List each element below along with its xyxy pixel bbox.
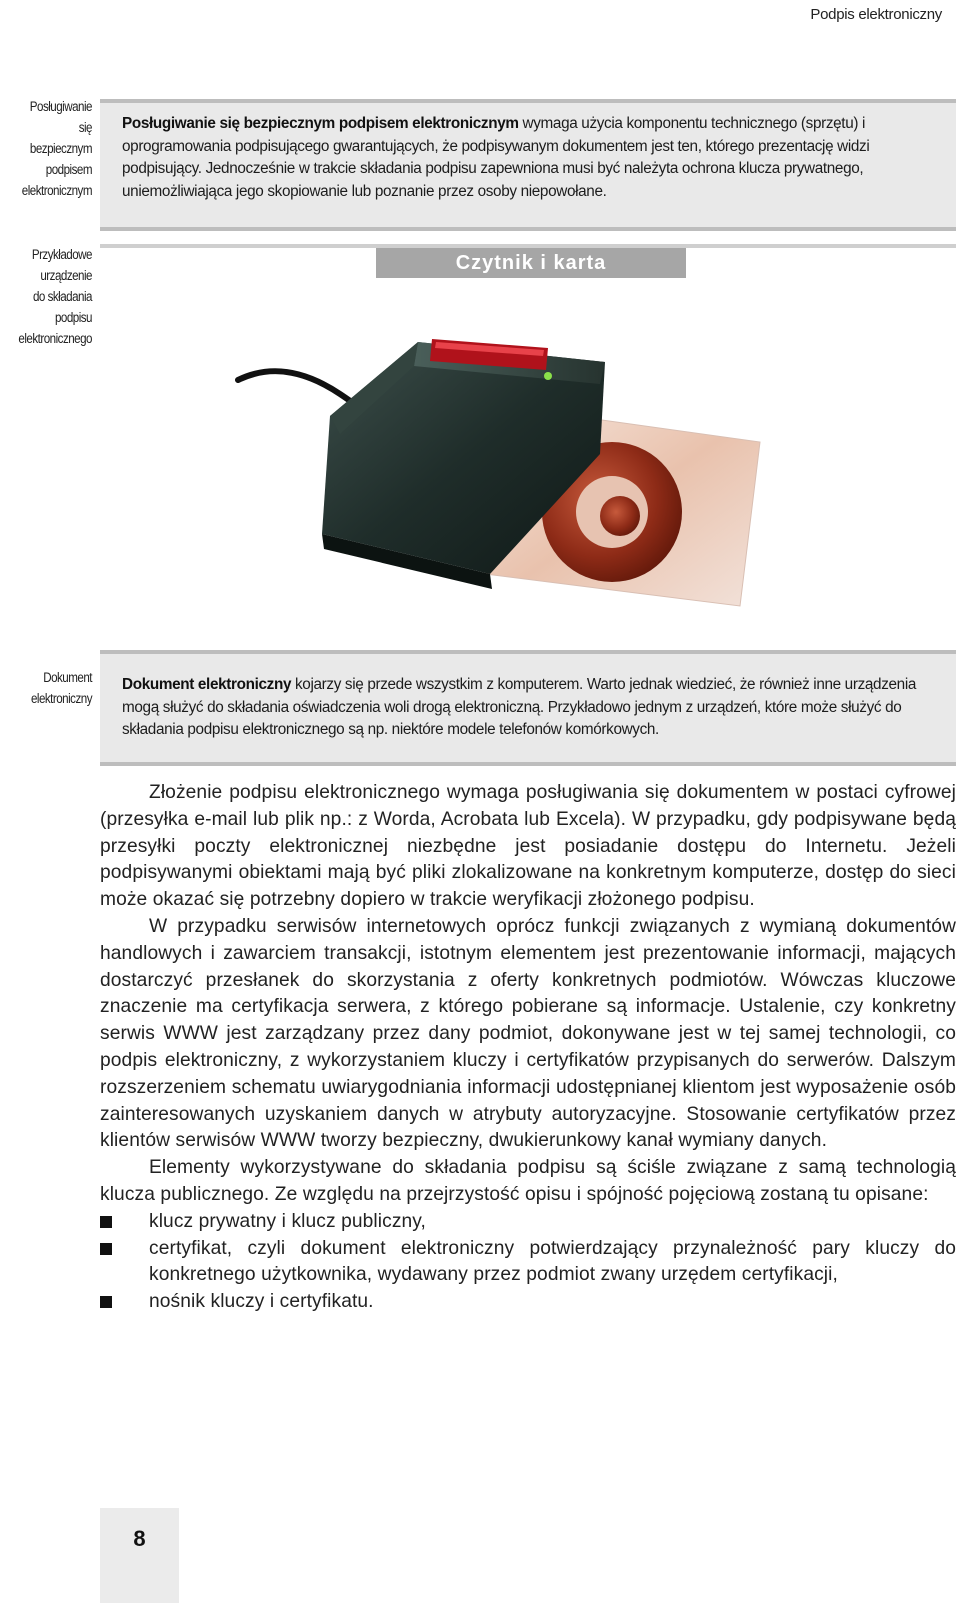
list-item-text: nośnik kluczy i certyfikatu.: [149, 1291, 374, 1313]
margin-note-line: do składania: [32, 289, 92, 304]
margin-note-line: podpisu: [54, 310, 92, 325]
square-bullet-icon: [100, 1216, 112, 1228]
list-item: [100, 1209, 956, 1236]
page-number-box: [100, 1508, 179, 1603]
info-box-dokument-elektroniczny: [100, 650, 956, 762]
margin-note-dokument: [15, 667, 92, 709]
running-header: Podpis elektroniczny: [810, 6, 942, 23]
margin-note-line: Dokument: [43, 670, 92, 685]
margin-note-line: urządzenie: [40, 268, 92, 283]
margin-note-bezpieczny-podpis: [15, 96, 92, 201]
info-box-text: [100, 103, 956, 215]
card-reader-image: [100, 244, 956, 644]
bullet-list: [100, 1209, 956, 1316]
info-box-text: [100, 654, 956, 754]
margin-note-line: podpisem: [45, 162, 92, 177]
margin-note-urzadzenie: [15, 244, 92, 349]
info-box-lead: Posługiwanie się bezpiecznym podpisem elektronicznym: [122, 115, 519, 132]
figure-card-reader: [100, 244, 956, 644]
margin-note-line: bezpiecznym: [29, 141, 93, 156]
list-item: [100, 1289, 956, 1316]
info-box-bezpieczny-podpis: [100, 99, 956, 227]
main-body-text: [100, 780, 956, 1316]
margin-note-line: Przykładowe: [31, 247, 92, 262]
info-box-lead: Dokument elektroniczny: [122, 676, 292, 693]
paragraph: Elementy wykorzystywane do składania podpisu są ściśle związane z samą technologią klucza publicznego. Ze względu na przejrzystość opisu i spójność pojęciową zostaną tu opisane:: [100, 1157, 956, 1205]
box-divider: [100, 762, 956, 766]
info-box-body: kojarzy się przede wszystkim z komputerem. Warto jednak wiedzieć, że również inne urządzenia mogą służyć do składania oświadczenia woli drogą elektroniczną. Przykładowo jednym z urządzeń, które może służyć do składania podpisu elektronicznego są np. niektóre modele telefonów komórkowych.: [122, 676, 917, 739]
page-number: 8: [133, 1526, 146, 1551]
square-bullet-icon: [100, 1243, 112, 1255]
margin-note-line: elektronicznego: [18, 331, 93, 346]
list-item-text: certyfikat, czyli dokument elektroniczny potwierdzający przynależność pary kluczy do konkretnego użytkownika, wydawany przez podmiot zwany urzędem certyfikacji,: [149, 1237, 956, 1286]
list-item-text: klucz prywatny i klucz publiczny,: [149, 1210, 426, 1232]
box-divider: [100, 227, 956, 231]
square-bullet-icon: [100, 1296, 112, 1308]
paragraph: Złożenie podpisu elektronicznego wymaga posługiwania się dokumentem w postaci cyfrowej (przesyłka e-mail lub plik np.: z Worda, Acrobata lub Excela). W przypadku, gdy podpisywane będą przesyłki poczty elektronicznej niezbędne jest posiadanie dostępu do Internetu. Jeżeli podpisywanymi obiektami mają być pliki zlokalizowane na konkretnym komputerze, dostęp do sieci może okazać się potrzebny dopiero w trakcie weryfikacji złożonego podpisu.: [100, 782, 956, 911]
margin-note-line: elektronicznym: [21, 183, 92, 198]
list-item: [100, 1236, 956, 1290]
figure-title: Czytnik i karta: [376, 248, 686, 278]
info-box-body: wymaga użycia komponentu technicznego (sprzętu) i oprogramowania podpisującego gwarantujących, że podpisywanym dokumentem jest ten, którego prezentację widzi podpisujący. Jednocześnie w trakcie składania podpisu zapewniona musi być należyta ochrona klucza prywatnego, uniemożliwiająca jego skopiowanie lub poznanie przez osoby niepowołane.: [122, 115, 870, 200]
margin-note-line: Posługiwanie się: [29, 99, 92, 135]
margin-note-line: elektroniczny: [30, 691, 92, 706]
paragraph: W przypadku serwisów internetowych oprócz funkcji związanych z wymianą dokumentów handlowych i zawarciem transakcji, istotnym elementem jest prezentowanie informacji, mających dostarczyć przesłanek do skorzystania z oferty konkretnych podmiotów. Wówczas kluczowe znaczenie ma certyfikacja serwera, z którego pobierane są informacje. Ustalenie, czy konkretny serwis WWW jest zarządzany przez dany podmiot, dokonywane jest w tej samej technologii, co podpis elektroniczny, z wykorzystaniem kluczy i certyfikatów przypisanych do serwerów. Dalszym rozszerzeniem schematu uwiarygodniania informacji udostępnianej klientom jest wyposażenie osób zainteresowanych uzyskaniem danych w atrybuty autoryzacyjne. Stosowanie certyfikatów przez klientów serwisów WWW tworzy bezpieczny, dwukierunkowy kanał wymiany danych.: [100, 915, 956, 1152]
